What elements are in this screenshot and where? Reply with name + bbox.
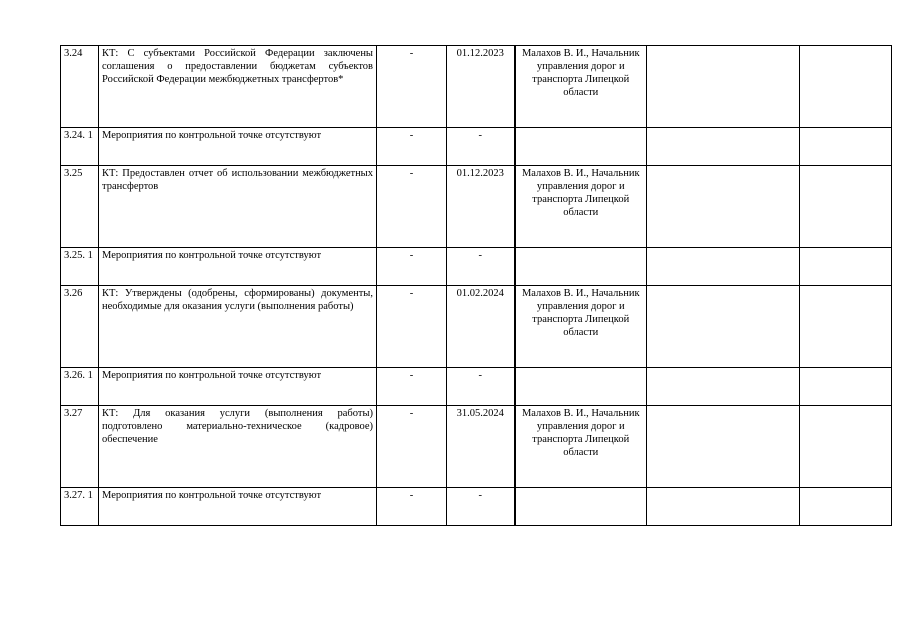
responsible-cell (515, 248, 647, 286)
event-name-cell: КТ: Утверждены (одобрены, сформированы) документы, необходимые для оказания услуги (выполнения работы) (99, 286, 377, 368)
date-cell: 01.12.2023 (447, 166, 515, 248)
row-number-cell: 3.27. 1 (61, 488, 99, 526)
empty-cell (800, 248, 892, 286)
value-cell: - (377, 488, 447, 526)
value-cell: - (377, 406, 447, 488)
date-cell: - (447, 368, 515, 406)
empty-cell (800, 368, 892, 406)
control-point-row (61, 166, 892, 248)
control-point-row (61, 406, 892, 488)
empty-cell (800, 46, 892, 128)
responsible-cell: Малахов В. И., Начальник управления дорог и транспорта Липецкой области (515, 166, 647, 248)
empty-cell (647, 128, 800, 166)
control-points-table (60, 45, 892, 526)
date-cell: - (447, 488, 515, 526)
date-cell: 01.12.2023 (447, 46, 515, 128)
responsible-cell (515, 128, 647, 166)
responsible-cell: Малахов В. И., Начальник управления дорог и транспорта Липецкой области (515, 406, 647, 488)
sub-event-row (61, 368, 892, 406)
empty-cell (800, 286, 892, 368)
event-name-cell: Мероприятия по контрольной точке отсутствуют (99, 128, 377, 166)
control-point-row (61, 46, 892, 128)
row-number-cell: 3.26 (61, 286, 99, 368)
value-cell: - (377, 248, 447, 286)
sub-event-row (61, 128, 892, 166)
event-name-cell: КТ: Для оказания услуги (выполнения работы) подготовлено материально-техническое (кадровое) обеспечение (99, 406, 377, 488)
empty-cell (647, 166, 800, 248)
value-cell: - (377, 286, 447, 368)
event-name-cell: КТ: Предоставлен отчет об использовании межбюджетных трансфертов (99, 166, 377, 248)
table-body (61, 46, 892, 526)
event-name-cell: Мероприятия по контрольной точке отсутствуют (99, 368, 377, 406)
empty-cell (647, 286, 800, 368)
row-number-cell: 3.24. 1 (61, 128, 99, 166)
value-cell: - (377, 46, 447, 128)
event-name-cell: Мероприятия по контрольной точке отсутствуют (99, 248, 377, 286)
date-cell: - (447, 248, 515, 286)
responsible-cell: Малахов В. И., Начальник управления дорог и транспорта Липецкой области (515, 286, 647, 368)
responsible-cell: Малахов В. И., Начальник управления дорог и транспорта Липецкой области (515, 46, 647, 128)
empty-cell (647, 368, 800, 406)
sub-event-row (61, 248, 892, 286)
control-point-row (61, 286, 892, 368)
date-cell: - (447, 128, 515, 166)
row-number-cell: 3.25 (61, 166, 99, 248)
empty-cell (647, 488, 800, 526)
date-cell: 01.02.2024 (447, 286, 515, 368)
value-cell: - (377, 128, 447, 166)
responsible-cell (515, 488, 647, 526)
row-number-cell: 3.24 (61, 46, 99, 128)
empty-cell (800, 406, 892, 488)
value-cell: - (377, 166, 447, 248)
empty-cell (800, 128, 892, 166)
date-cell: 31.05.2024 (447, 406, 515, 488)
empty-cell (800, 166, 892, 248)
empty-cell (800, 488, 892, 526)
row-number-cell: 3.25. 1 (61, 248, 99, 286)
responsible-cell (515, 368, 647, 406)
event-name-cell: КТ: С субъектами Российской Федерации заключены соглашения о предоставлении бюджетам субъектов Российской Федерации межбюджетных трансфертов* (99, 46, 377, 128)
sub-event-row (61, 488, 892, 526)
empty-cell (647, 248, 800, 286)
value-cell: - (377, 368, 447, 406)
event-name-cell: Мероприятия по контрольной точке отсутствуют (99, 488, 377, 526)
row-number-cell: 3.26. 1 (61, 368, 99, 406)
empty-cell (647, 406, 800, 488)
empty-cell (647, 46, 800, 128)
row-number-cell: 3.27 (61, 406, 99, 488)
